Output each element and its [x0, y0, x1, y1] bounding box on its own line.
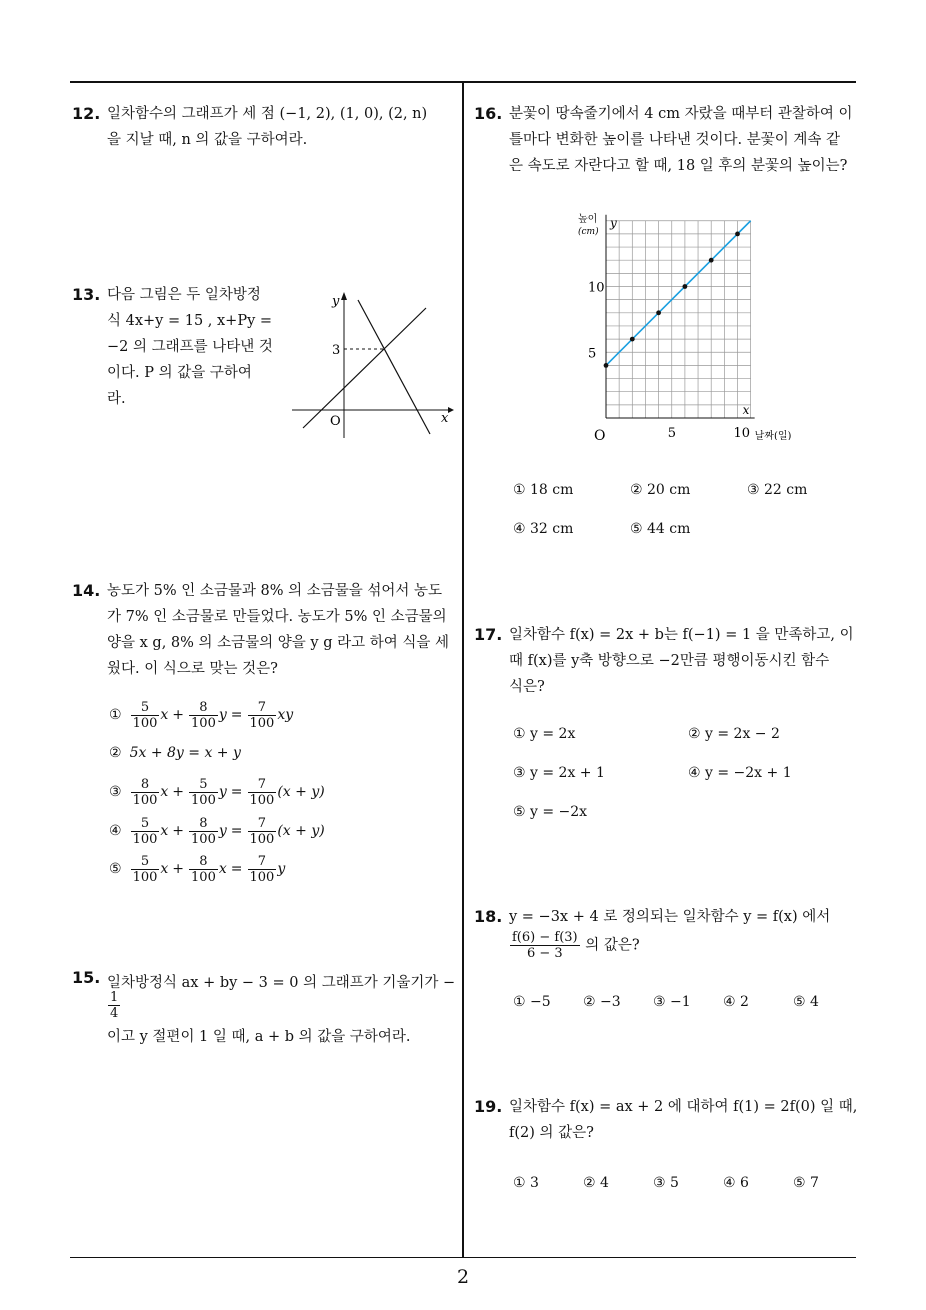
fraction — [189, 777, 218, 808]
choice-expression: 5x + 8y = x + y — [129, 745, 241, 761]
fraction-denominator: 100 — [191, 793, 216, 808]
fraction-denominator: 6 − 3 — [526, 946, 563, 961]
y-axis-title: 높이 — [578, 213, 598, 225]
question-14 — [72, 578, 457, 682]
question-text: 웠다. 이 식으로 맞는 것은? — [107, 661, 278, 677]
operator: = — [230, 784, 243, 800]
question-text: 일차함수 f(x) = 2x + b는 f(−1) = 1 을 만족하고, 이 — [509, 627, 854, 643]
operator: = — [230, 707, 243, 723]
x-axis-title: 날짜(일) — [754, 431, 792, 440]
column-divider — [462, 81, 464, 1258]
y-tick-label: 5 — [588, 346, 597, 362]
fraction-numerator: f(6) − f(3) — [512, 930, 578, 945]
answer-choice[interactable] — [109, 700, 293, 731]
data-point — [604, 363, 609, 368]
answer-choice[interactable]: ② 20 cm — [630, 482, 691, 498]
page-number: 2 — [456, 1266, 470, 1288]
question-16 — [474, 101, 864, 179]
question-text: 틀마다 변화한 높이를 나타낸 것이다. 분꽃이 계속 같 — [509, 132, 841, 148]
tick-label-3: 3 — [332, 343, 341, 358]
fraction — [131, 854, 160, 885]
answer-choice[interactable]: ③ −1 — [653, 994, 691, 1010]
question-13 — [72, 282, 282, 412]
fraction-denominator: 100 — [191, 716, 216, 731]
y-axis-letter: y — [610, 215, 617, 230]
operator: + — [172, 784, 185, 800]
fraction-denominator: 4 — [110, 1006, 119, 1021]
bottom-rule — [70, 1257, 856, 1258]
question-text: 일차함수의 그래프가 세 점 (−1, 2), (1, 0), (2, n) — [107, 106, 428, 122]
question-text: 일차함수 f(x) = ax + 2 에 대하여 f(1) = 2f(0) 일 때, — [509, 1099, 858, 1115]
answer-choice[interactable]: ⑤ 4 — [793, 994, 819, 1010]
origin-label: O — [594, 428, 606, 440]
answer-choice[interactable] — [109, 816, 325, 847]
y-axis-label: y — [332, 294, 340, 309]
variable: x — [160, 707, 169, 723]
growth-chart — [570, 210, 810, 440]
choice-mark: ① — [109, 707, 122, 723]
answer-choice[interactable]: ④ 2 — [723, 994, 749, 1010]
answer-choice[interactable]: ③ 5 — [653, 1175, 679, 1191]
question-text: 양을 x g, 8% 의 소금물의 양을 y g 라고 하여 식을 세 — [107, 635, 449, 651]
x-axis-arrow — [448, 407, 454, 413]
question-text: 라. — [107, 391, 126, 407]
fraction-numerator: 5 — [189, 777, 218, 793]
x-axis-label: x — [441, 411, 449, 426]
answer-choice[interactable]: ① 18 cm — [513, 482, 574, 498]
y-axis-arrow — [341, 292, 347, 300]
fraction — [189, 700, 218, 731]
series-line — [606, 221, 751, 366]
question-number: 12. — [72, 104, 101, 123]
fraction-denominator: 100 — [132, 793, 158, 808]
fraction-denominator: 100 — [249, 832, 275, 847]
fraction-numerator: 1 — [110, 990, 119, 1005]
variable: (x + y) — [277, 784, 325, 800]
fraction-numerator: 5 — [131, 854, 160, 870]
answer-choice[interactable]: ① y = 2x — [513, 726, 576, 742]
variable: x — [160, 861, 169, 877]
choice-mark: ② — [109, 745, 122, 761]
graph-line-2 — [358, 300, 430, 434]
operator: + — [172, 707, 185, 723]
question-text: 이다. P 의 값을 구하여 — [107, 365, 252, 381]
fraction-denominator: 100 — [132, 832, 158, 847]
variable: x — [218, 861, 227, 877]
fraction-denominator: 100 — [191, 870, 216, 885]
variable: x — [160, 823, 169, 839]
variable: (x + y) — [277, 823, 325, 839]
question-text: 은 속도로 자란다고 할 때, 18 일 후의 분꽃의 높이는? — [509, 158, 848, 174]
fraction-numerator: 7 — [248, 854, 277, 870]
fraction — [248, 854, 277, 885]
question-number: 15. — [72, 968, 101, 987]
fraction — [189, 816, 218, 847]
variable: y — [218, 823, 227, 839]
fraction-numerator: 8 — [189, 854, 218, 870]
answer-choice[interactable] — [109, 854, 285, 885]
question-text: 일차방정식 ax + by − 3 = 0 의 그래프가 기울기가 − — [107, 975, 456, 991]
choice-mark: ⑤ — [109, 861, 122, 877]
fraction — [131, 777, 160, 808]
y-tick-label: 10 — [588, 280, 605, 296]
fraction-denominator: 100 — [249, 870, 275, 885]
question-19 — [474, 1094, 864, 1146]
answer-choice[interactable]: ⑤ 7 — [793, 1175, 819, 1191]
question-12 — [72, 101, 457, 153]
variable: x — [160, 784, 169, 800]
fraction — [131, 700, 160, 731]
data-point — [709, 258, 714, 263]
fraction — [248, 816, 277, 847]
fraction-denominator: 100 — [249, 793, 275, 808]
question-text: 다음 그림은 두 일차방정 — [107, 287, 261, 303]
fraction-numerator: 7 — [248, 777, 277, 793]
y-axis-unit: (cm) — [578, 226, 599, 237]
question-number: 18. — [474, 907, 503, 926]
fraction-denominator: 100 — [191, 832, 216, 847]
fraction-numerator: 8 — [131, 777, 160, 793]
question-number: 16. — [474, 104, 503, 123]
data-point — [683, 284, 688, 289]
question-number: 13. — [72, 285, 101, 304]
variable: y — [218, 784, 227, 800]
answer-choice[interactable]: ④ y = −2x + 1 — [688, 765, 792, 781]
fraction-denominator: 100 — [249, 716, 275, 731]
data-point — [630, 337, 635, 342]
operator: = — [230, 861, 243, 877]
answer-choice[interactable]: ⑤ y = −2x — [513, 804, 588, 820]
question-text: 농도가 5% 인 소금물과 8% 의 소금물을 섞어서 농도 — [107, 583, 443, 599]
choice-mark: ④ — [109, 823, 122, 839]
question-text: 식은? — [509, 679, 545, 695]
question-text: −2 의 그래프를 나타낸 것 — [107, 339, 273, 355]
answer-choice[interactable]: ② −3 — [583, 994, 621, 1010]
fraction — [131, 816, 160, 847]
variable: y — [218, 707, 227, 723]
q13-graph — [288, 288, 454, 438]
answer-choice[interactable]: ③ y = 2x + 1 — [513, 765, 605, 781]
fraction-numerator: 8 — [189, 816, 218, 832]
fraction — [108, 990, 120, 1021]
fraction — [248, 700, 277, 731]
origin-label: O — [330, 414, 341, 429]
question-text: 때 f(x)를 y축 방향으로 −2만큼 평행이동시킨 함수 — [509, 653, 830, 669]
operator: + — [172, 823, 185, 839]
fraction-numerator: 8 — [189, 700, 218, 716]
question-text: 의 값은? — [585, 937, 640, 954]
answer-choice[interactable]: ② 4 — [583, 1175, 609, 1191]
question-text: 분꽃이 땅속줄기에서 4 cm 자랐을 때부터 관찰하여 이 — [509, 106, 853, 122]
fraction — [248, 777, 277, 808]
variable: y — [277, 861, 286, 877]
data-point — [656, 310, 661, 315]
fraction — [189, 854, 218, 885]
question-text: f(2) 의 값은? — [509, 1125, 594, 1141]
fraction-numerator: 7 — [248, 700, 277, 716]
answer-choice[interactable]: ① −5 — [513, 994, 551, 1010]
fraction-numerator: 5 — [131, 700, 160, 716]
answer-choice[interactable] — [109, 777, 325, 808]
question-text: 을 지날 때, n 의 값을 구하여라. — [107, 132, 308, 148]
answer-choice[interactable]: ③ 22 cm — [747, 482, 808, 498]
answer-choice[interactable]: ④ 32 cm — [513, 521, 574, 537]
answer-choice[interactable]: ① 3 — [513, 1175, 539, 1191]
operator: = — [230, 823, 243, 839]
x-tick-label: 10 — [733, 426, 751, 440]
data-point — [735, 232, 740, 237]
question-18 — [474, 904, 864, 961]
question-text: y = −3x + 4 로 정의되는 일차함수 y = f(x) 에서 — [509, 909, 831, 925]
question-text: 이고 y 절편이 1 일 때, a + b 의 값을 구하여라. — [107, 1029, 411, 1045]
fraction — [510, 930, 580, 961]
question-17 — [474, 622, 864, 700]
x-tick-label: 5 — [667, 426, 677, 440]
fraction-numerator: 7 — [248, 816, 277, 832]
variable: xy — [277, 707, 294, 723]
fraction-denominator: 100 — [132, 870, 158, 885]
fraction-denominator: 100 — [132, 716, 158, 731]
x-axis-letter: x — [742, 403, 750, 417]
question-number: 19. — [474, 1097, 503, 1116]
operator: + — [172, 861, 185, 877]
question-15 — [72, 965, 457, 1050]
answer-choice[interactable]: ② y = 2x − 2 — [688, 726, 780, 742]
answer-choice[interactable] — [109, 745, 241, 763]
question-number: 14. — [72, 581, 101, 600]
answer-choice[interactable]: ④ 6 — [723, 1175, 749, 1191]
question-number: 17. — [474, 625, 503, 644]
answer-choice[interactable]: ⑤ 44 cm — [630, 521, 691, 537]
question-text: 식 4x+y = 15 , x+Py = — [107, 313, 273, 329]
fraction-numerator: 5 — [131, 816, 160, 832]
choice-mark: ③ — [109, 784, 122, 800]
question-text: 가 7% 인 소금물로 만들었다. 농도가 5% 인 소금물의 — [107, 609, 447, 625]
